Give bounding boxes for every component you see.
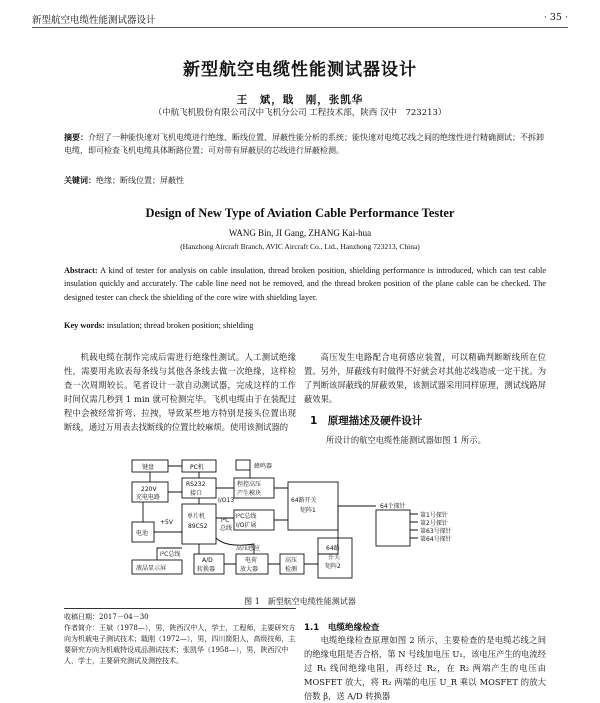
section-1-text: 所设计的航空电缆性能测试器如图 1 所示。 — [326, 435, 486, 445]
abstract-cn-label: 摘要： — [64, 132, 88, 142]
block-diagram — [130, 458, 490, 583]
affiliation: （中航飞机股份有限公司汉中飞机分公司 工程技术部，陕西 汉中 723213） — [153, 108, 447, 118]
hv-label-2: 产生模块 — [237, 490, 262, 497]
english-authors: WANG Bin, JI Gang, ZHANG Kai-hua — [228, 228, 372, 238]
i2cbus-label: I²C总线 — [160, 551, 181, 558]
hv-label-1: 程控高压 — [237, 481, 262, 488]
authors: 王 斌，戢 刚，张凯华 — [236, 94, 364, 106]
rs232-label-2: 接口 — [190, 490, 203, 497]
keywords-en-text: insulation; thread broken position; shielding — [104, 321, 254, 330]
abstract-en-label: Abstract: — [64, 266, 98, 275]
probe-1-label: 第1号探针 — [420, 512, 448, 519]
running-header — [32, 12, 568, 28]
body-left-column: 机载电缆在制作完成后需进行绝缘性测试。人工测试绝缘性，需要用兆欧表每条线与其他各条线去做一次绝缘，这样检查一次周期较长。笔者设计一款自动测试器，完成这样的工作时间仅需几秒到 1 min 就可检测完毕。飞机电缆由于在装配过程中会被经常折弯、拉拽，导致某些地方特别是接头位置出现断线，通过万用表去找断线的位置比较麻烦。使用该测试器的 — [64, 352, 296, 432]
probe-63-label: 第63号探针 — [420, 528, 452, 535]
english-title: Design of New Type of Aviation Cable Performance Tester — [145, 206, 455, 220]
switch-matrix-1-label-2: 矩阵1 — [300, 507, 316, 514]
keywords-cn — [64, 175, 184, 186]
running-header-title: 新型航空电缆性能测试器设计 — [32, 15, 156, 26]
rs232-label-1: RS232 — [186, 481, 206, 488]
i2c-label-2: 总线 — [220, 525, 233, 532]
buzzer-icon — [236, 460, 250, 470]
charge-label-2: 充电电路 — [136, 494, 161, 501]
ad-label-2: 转换器 — [197, 566, 216, 573]
section-1-heading: 1 原理描述及硬件设计 — [310, 415, 423, 427]
section-1-1-text: 电缆绝缘检查原理如图 2 所示，主要检查的是电缆芯线之间的绝缘电阻是否合格，第 N 号线加电压 U₁，该电压产生的电流经过 R₁ 线间绝缘电阻，再经过 R₂，在 R₂ 两端产生的电压由 MOSFET 放大，将 R₂ 两端的电压 U_R 乘以 MOSFET 的放大倍数 β，送 A/D 转换器 — [304, 635, 546, 701]
charge-label-1: 220V — [141, 486, 157, 493]
author-bio: 作者简介：王斌（1978—），男，陕西汉中人，学士，工程师，主要研究方向为机载电子测试技术；戢刚（1972—），男，四川简阳人，高级技师，主要研究方向为机载特设成品测试技术；张凯华（1958—），男，陕西汉中人，学士，主要研究测试及测控技术。 — [64, 624, 296, 665]
i2c-io-label-2: I/O扩展 — [236, 522, 257, 529]
v5-label: +5V — [160, 519, 173, 526]
probe-64-label: 第64号探针 — [420, 536, 452, 543]
hv-sense-label: 高压感应 — [236, 545, 261, 552]
lcd-label: 液晶显示屏 — [136, 565, 167, 572]
ad-label-1: A/D — [202, 557, 213, 564]
keywords-cn-text: 绝缘；断线位置；屏蔽性 — [96, 176, 184, 185]
abstract-en-text: A kind of tester for analysis on cable insulation, thread broken position, shielding performance is introduced, which can test cable insulation quickly and accurately. The cable line need not be removed, and the thread broken position of the plane cable can be checked. The designed tester can check the shielding of the core wire with shielding layer. — [64, 266, 546, 302]
switch-matrix-2-label-1: 64路 — [326, 545, 340, 552]
i2c-io-label-1: I²C总线 — [236, 513, 257, 520]
english-affiliation: (Hanzhong Aircraft Branch, AVIC Aircraft Co., Ltd., Hanzhong 723213, China) — [180, 242, 420, 251]
switch-matrix-2-label-3: 矩阵2 — [325, 563, 341, 570]
received-date: 收稿日期：2017－04－30 — [64, 613, 149, 621]
hvd-label-2: 检测 — [285, 566, 298, 573]
keywords-en-label: Key words: — [64, 321, 105, 330]
abstract-en — [64, 264, 546, 304]
i2c-label-1: I²C — [221, 517, 230, 524]
abstract-cn-text: 介绍了一种能快速对飞机电缆进行绝缘、断线位置、屏蔽性能分析的系统；能快速对电缆芯线之间的绝缘性进行精确测试；不拆卸电缆，即可检查飞机电缆具体断路位置；可对带有屏蔽层的芯线进行屏蔽检测。 — [64, 133, 544, 155]
hvd-label-1: 高压 — [285, 557, 298, 564]
amp-label-2: 放大器 — [240, 566, 259, 573]
body-right-column: 高压发生电路配合电荷感应装置，可以精确判断断线所在位置。另外，屏蔽线有时做得不好就会对其他芯线造成一定干扰。为了判断该屏蔽线的屏蔽效果，该测试器采用同样原理，测试线路屏蔽效果。 — [304, 352, 546, 404]
switch-matrix-1-label-1: 64路开关 — [291, 497, 317, 504]
mcu-label-2: 89C52 — [188, 523, 208, 530]
mcu-label-1: 单片机 — [187, 513, 206, 520]
io13-label: I/O13 — [218, 497, 235, 504]
paper-title: 新型航空电缆性能测试器设计 — [183, 60, 417, 80]
buzzer-label: 蜂鸣器 — [254, 463, 273, 470]
amp-label-1: 电荷 — [245, 557, 258, 564]
pc-label: PC机 — [190, 464, 204, 471]
keyboard-label: 键盘 — [142, 464, 155, 471]
page-number: · 35 · — [543, 12, 568, 23]
switch-matrix-2-label-2: 开关 — [328, 554, 341, 561]
keywords-en — [64, 321, 253, 330]
section-1-1-heading: 1.1 电缆绝缘检查 — [304, 623, 380, 633]
abstract-cn — [64, 131, 544, 157]
probes-label: 64个探针 — [380, 503, 406, 510]
footnotes — [64, 608, 296, 667]
keywords-cn-label: 关键词： — [64, 175, 96, 185]
battery-label: 电池 — [136, 530, 149, 537]
probe-block — [376, 510, 410, 546]
switch-matrix-1-block — [288, 482, 338, 530]
probe-2-label: 第2号探针 — [420, 520, 448, 527]
figure-caption: 图 1 新型航空电缆性能测试器 — [244, 597, 356, 606]
